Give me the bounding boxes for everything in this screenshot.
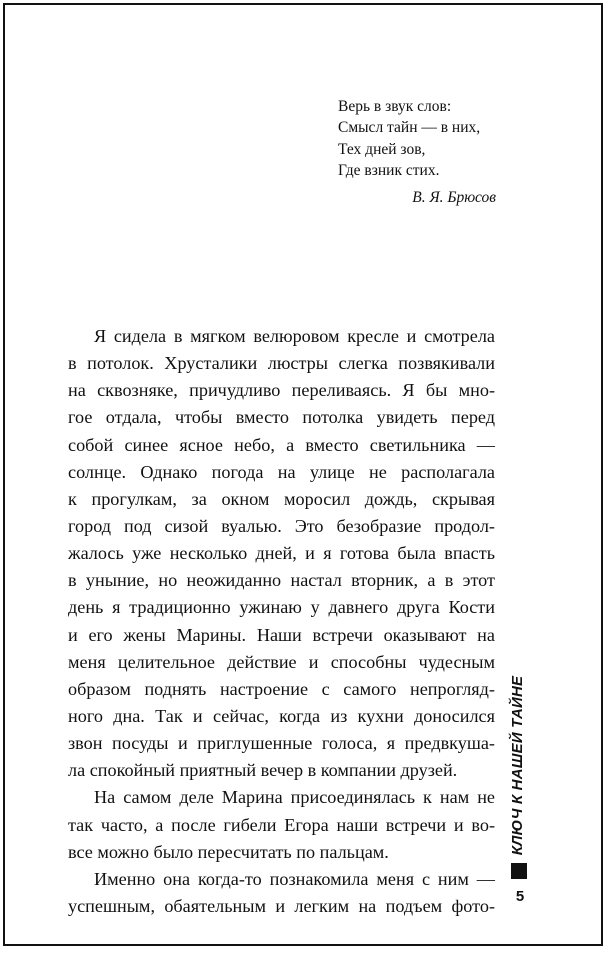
- text-line: город под сизой вуалью. Это безобразие продол-: [68, 515, 495, 536]
- text-line: день я традиционно ужинаю у давнего друга Кости: [68, 597, 495, 618]
- text-line: в потолок. Хрусталики люстры слегка позвякивали: [68, 353, 495, 374]
- text-line: Именно она когда-то познакомила меня с ним —: [94, 868, 495, 889]
- text-line: успешным, обаятельным и легким на подъем фото-: [68, 895, 495, 916]
- text-line: гое отдала, чтобы вместо потолка увидеть перед: [68, 407, 495, 428]
- epigraph-author: В. Я. Брюсов: [412, 189, 496, 207]
- text-line: образом поднять настроение с самого непрогляд-: [68, 678, 495, 699]
- text-line: ного дна. Так и сейчас, когда из кухни доносился: [68, 705, 495, 726]
- epigraph-line: Где взник стих.: [338, 161, 440, 179]
- text-line: в уныние, но неожиданно настал вторник, а в этот: [68, 570, 495, 591]
- running-title: [501, 670, 535, 860]
- text-line: собой синее ясное небо, а вместо светильника —: [68, 434, 495, 455]
- paragraph: [68, 784, 495, 865]
- text-line: к прогулкам, за окном моросил дождь, скрывая: [68, 488, 495, 509]
- page-number: 5: [515, 888, 525, 905]
- book-page: [3, 3, 603, 946]
- text-line: меня целительное действие и способны чудесным: [68, 651, 495, 672]
- text-line: На самом деле Марина присоединялась к нам не: [94, 787, 495, 808]
- text-line: звон посуды и приглушенные голоса, я предвкуша-: [68, 733, 495, 754]
- text-line: и его жены Марины. Наши встречи оказывают на: [68, 624, 495, 645]
- epigraph-line: Верь в звук слов:: [338, 98, 452, 115]
- section-marker: [511, 863, 527, 879]
- text-line: все можно было пересчитать по пальцам.: [68, 841, 389, 862]
- epigraph: [338, 96, 508, 208]
- book-title: КЛЮЧ К НАШЕЙ ТАЙНЕ: [509, 675, 527, 855]
- text-line: ла спокойный приятный вечер в компании друзей.: [68, 760, 458, 781]
- paragraph: [68, 323, 495, 784]
- body-text: [68, 323, 495, 920]
- text-line: жалось уже несколько дней, и я готова была впасть: [68, 543, 495, 564]
- text-line: Я сидела в мягком велюровом кресле и смотрела: [94, 326, 495, 346]
- paragraph: [68, 866, 495, 920]
- text-line: на сквозняке, причудливо переливаясь. Я бы мно-: [68, 380, 495, 401]
- text-line: солнце. Однако погода на улице не располагала: [68, 461, 495, 482]
- epigraph-line: Тех дней зов,: [338, 140, 426, 158]
- text-line: так часто, а после гибели Егора наши встречи и во-: [68, 814, 495, 835]
- epigraph-line: Смысл тайн — в них,: [338, 119, 481, 137]
